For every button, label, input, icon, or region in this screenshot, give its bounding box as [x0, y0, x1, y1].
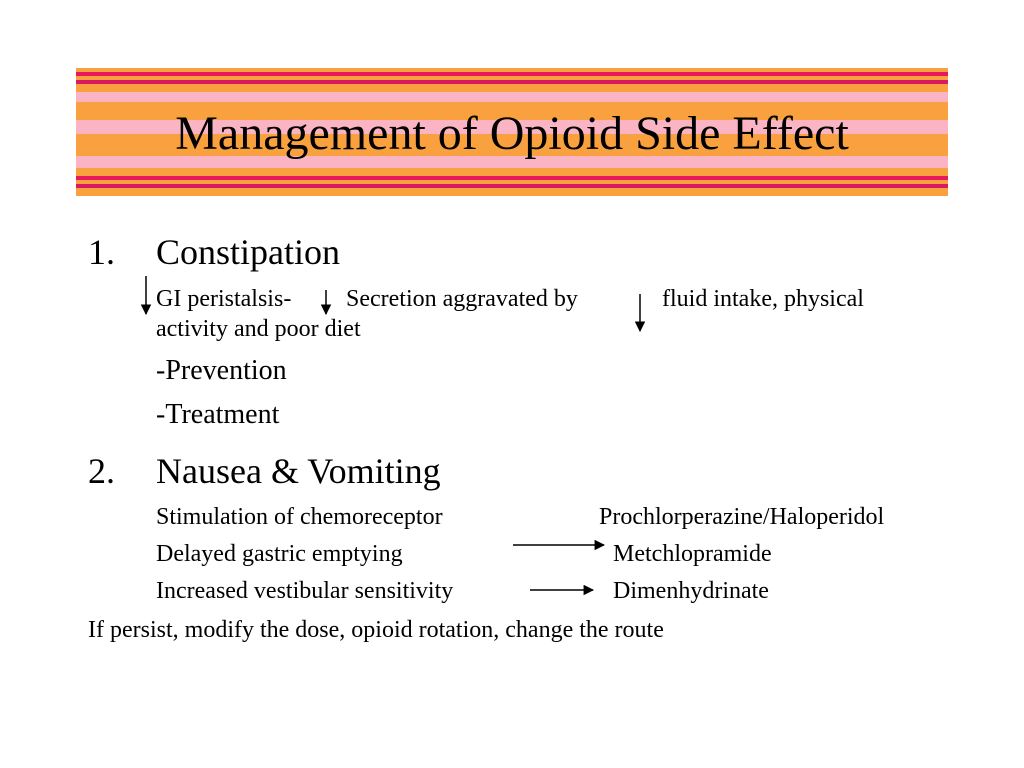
item1-heading: Constipation [156, 232, 341, 272]
item1-number: 1. [88, 232, 115, 272]
item1-detail-secretion: Secretion aggravated by [346, 286, 578, 312]
slide-title: Management of Opioid Side Effect [175, 107, 849, 160]
item1-detail-gi: GI peristalsis- [156, 286, 292, 312]
item2-drug-2: Metchlopramide [613, 541, 772, 567]
item1-detail-line2: activity and poor diet [156, 316, 361, 342]
item1-prevention: -Prevention [156, 355, 287, 386]
item1-detail-fluid: fluid intake, physical [662, 286, 864, 312]
slide-footer-note: If persist, modify the dose, opioid rotation, change the route [88, 617, 664, 643]
item2-drug-1: Prochlorperazine/Haloperidol [599, 504, 885, 530]
item2-heading: Nausea & Vomiting [156, 451, 441, 491]
item2-number: 2. [88, 451, 115, 491]
item2-cause-1: Stimulation of chemoreceptor [156, 504, 443, 530]
item1-treatment: -Treatment [156, 399, 280, 430]
item2-cause-3: Increased vestibular sensitivity [156, 578, 454, 604]
item2-cause-2: Delayed gastric emptying [156, 541, 403, 567]
item2-drug-3: Dimenhydrinate [613, 578, 769, 604]
